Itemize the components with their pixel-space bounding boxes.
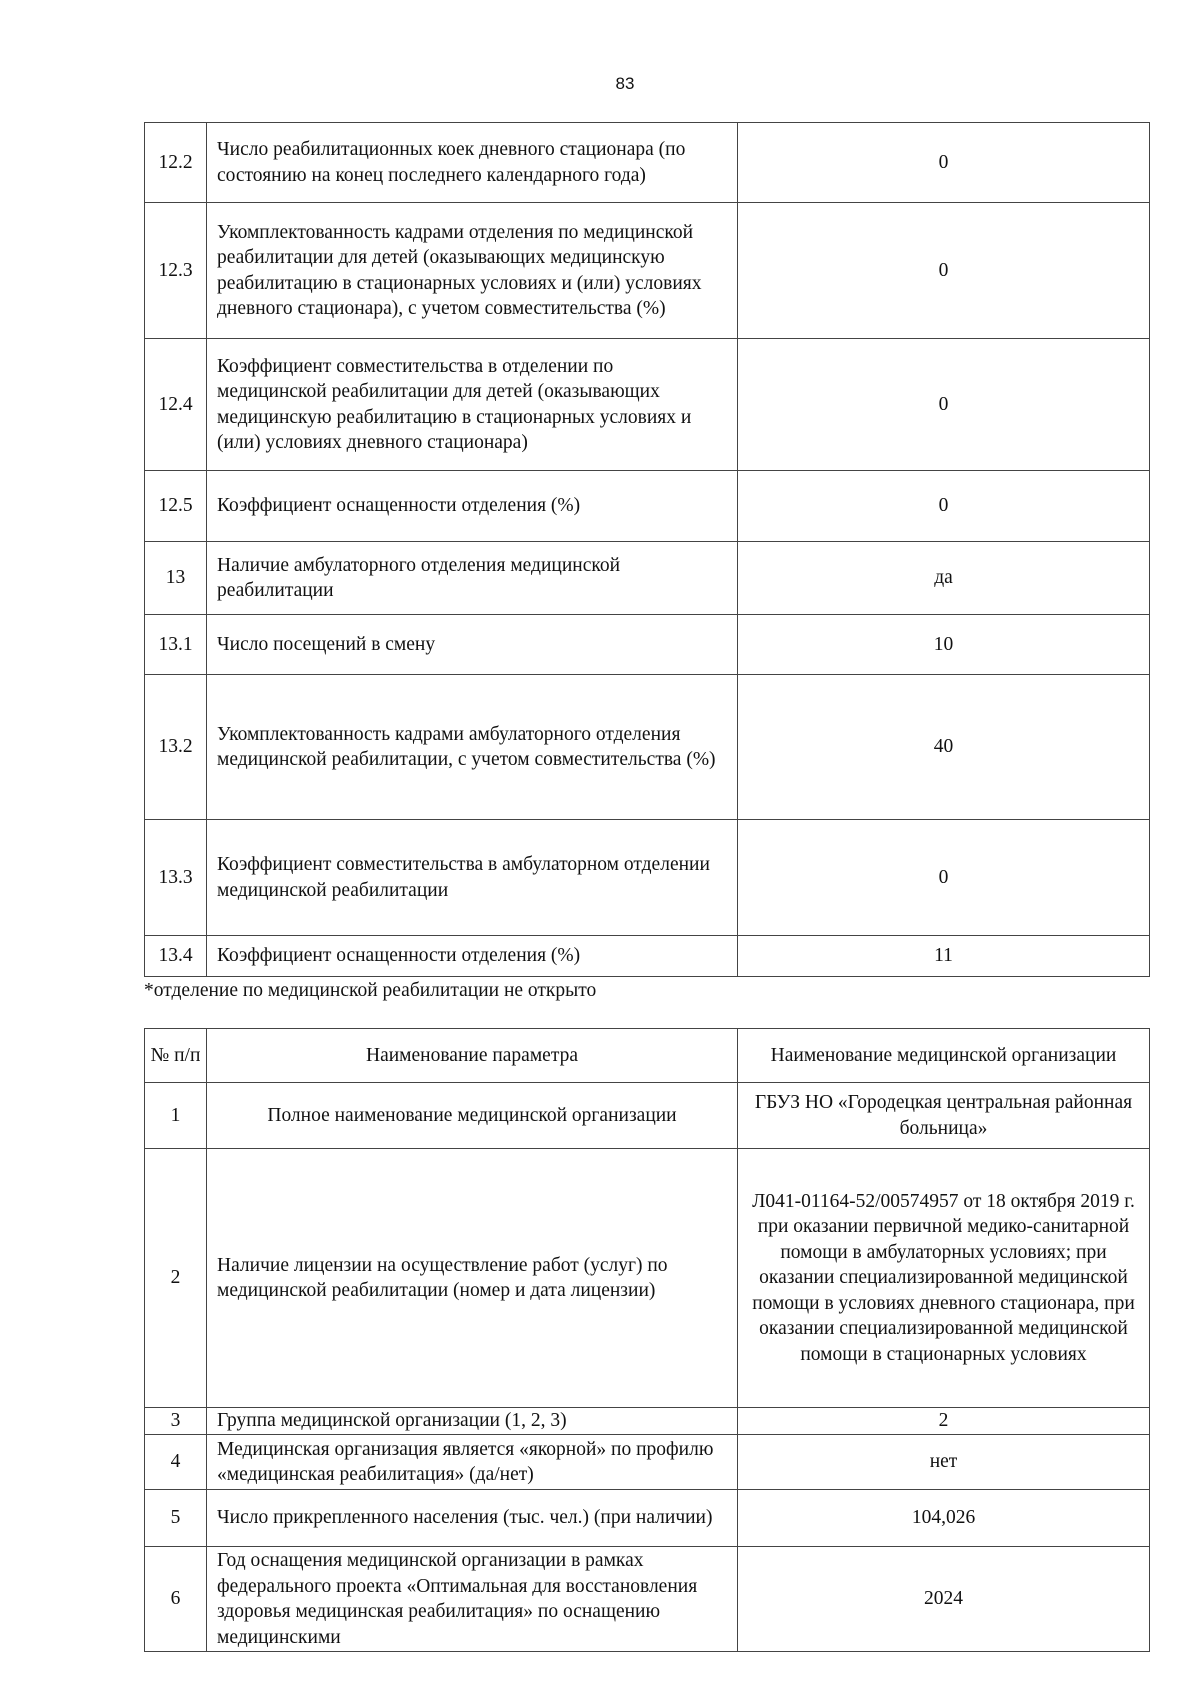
parameter-value: Л041-01164-52/00574957 от 18 октября 2019 г. при оказании первичной медико-санитарной помощи в амбулаторных условиях; при оказании специализированной медицинской помощи в условиях дневного стационара, при оказании специализированной медицинской помощи в стационарных условиях <box>738 1149 1150 1408</box>
parameter-value: нет <box>738 1435 1150 1490</box>
parameter-value: 0 <box>738 471 1150 542</box>
row-number: 5 <box>145 1490 207 1547</box>
parameter-value: ГБУЗ НО «Городецкая центральная районная больница» <box>738 1083 1150 1149</box>
table-header-row <box>145 1029 1150 1083</box>
parameter-value: 0 <box>738 203 1150 339</box>
parameter-name: Коэффициент оснащенности отделения (%) <box>207 936 738 977</box>
row-number: 13.3 <box>145 820 207 936</box>
table-row <box>145 936 1150 977</box>
row-number: 13 <box>145 542 207 615</box>
parameter-name: Укомплектованность кадрами отделения по медицинской реабилитации для детей (оказывающих медицинскую реабилитацию в стационарных условиях и (или) условиях дневного стационара), с учетом совместительства (%) <box>207 203 738 339</box>
table-row <box>145 615 1150 675</box>
parameter-name: Группа медицинской организации (1, 2, 3) <box>207 1408 738 1435</box>
row-number: 13.2 <box>145 675 207 820</box>
row-number: 13.4 <box>145 936 207 977</box>
parameter-name: Коэффициент совместительства в амбулаторном отделении медицинской реабилитации <box>207 820 738 936</box>
row-number: 12.5 <box>145 471 207 542</box>
row-number: 2 <box>145 1149 207 1408</box>
parameter-value: 11 <box>738 936 1150 977</box>
table-row <box>145 820 1150 936</box>
parameter-value: 0 <box>738 123 1150 203</box>
medical-organization-table <box>144 1028 1150 1652</box>
page-number: 83 <box>615 74 635 93</box>
parameter-value: 10 <box>738 615 1150 675</box>
header-number: № п/п <box>145 1029 207 1083</box>
table-row <box>145 471 1150 542</box>
row-number: 12.3 <box>145 203 207 339</box>
parameter-value: да <box>738 542 1150 615</box>
table-row <box>145 203 1150 339</box>
parameter-name: Коэффициент совместительства в отделении по медицинской реабилитации для детей (оказывающих медицинскую реабилитацию в стационарных условиях и (или) условиях дневного стационара) <box>207 339 738 471</box>
row-number: 1 <box>145 1083 207 1149</box>
table-row <box>145 123 1150 203</box>
parameter-value: 2 <box>738 1408 1150 1435</box>
table-row <box>145 1435 1150 1490</box>
parameter-name: Число реабилитационных коек дневного стационара (по состоянию на конец последнего календарного года) <box>207 123 738 203</box>
footnote: *отделение по медицинской реабилитации не открыто <box>144 980 597 1001</box>
table-row <box>145 542 1150 615</box>
row-number: 12.4 <box>145 339 207 471</box>
parameter-name: Наличие лицензии на осуществление работ (услуг) по медицинской реабилитации (номер и дата лицензии) <box>207 1149 738 1408</box>
header-parameter: Наименование параметра <box>207 1029 738 1083</box>
row-number: 13.1 <box>145 615 207 675</box>
parameter-value: 2024 <box>738 1547 1150 1652</box>
parameter-name: Наличие амбулаторного отделения медицинской реабилитации <box>207 542 738 615</box>
parameter-value: 0 <box>738 820 1150 936</box>
row-number: 6 <box>145 1547 207 1652</box>
rehab-indicators-table <box>144 122 1150 977</box>
row-number: 12.2 <box>145 123 207 203</box>
table-row <box>145 1408 1150 1435</box>
header-organization: Наименование медицинской организации <box>738 1029 1150 1083</box>
parameter-value: 104,026 <box>738 1490 1150 1547</box>
parameter-name: Год оснащения медицинской организации в рамках федерального проекта «Оптимальная для восстановления здоровья медицинская реабилитация» по оснащению медицинскими <box>207 1547 738 1652</box>
parameter-name: Коэффициент оснащенности отделения (%) <box>207 471 738 542</box>
parameter-name: Число посещений в смену <box>207 615 738 675</box>
row-number: 3 <box>145 1408 207 1435</box>
parameter-name: Укомплектованность кадрами амбулаторного отделения медицинской реабилитации, с учетом совместительства (%) <box>207 675 738 820</box>
table-row <box>145 339 1150 471</box>
table-row <box>145 1490 1150 1547</box>
parameter-value: 40 <box>738 675 1150 820</box>
row-number: 4 <box>145 1435 207 1490</box>
parameter-name: Полное наименование медицинской организации <box>207 1083 738 1149</box>
table-row <box>145 1149 1150 1408</box>
parameter-value: 0 <box>738 339 1150 471</box>
parameter-name: Число прикрепленного населения (тыс. чел.) (при наличии) <box>207 1490 738 1547</box>
table-row <box>145 1083 1150 1149</box>
parameter-name: Медицинская организация является «якорной» по профилю «медицинская реабилитация» (да/нет) <box>207 1435 738 1490</box>
table-row <box>145 1547 1150 1652</box>
table-row <box>145 675 1150 820</box>
